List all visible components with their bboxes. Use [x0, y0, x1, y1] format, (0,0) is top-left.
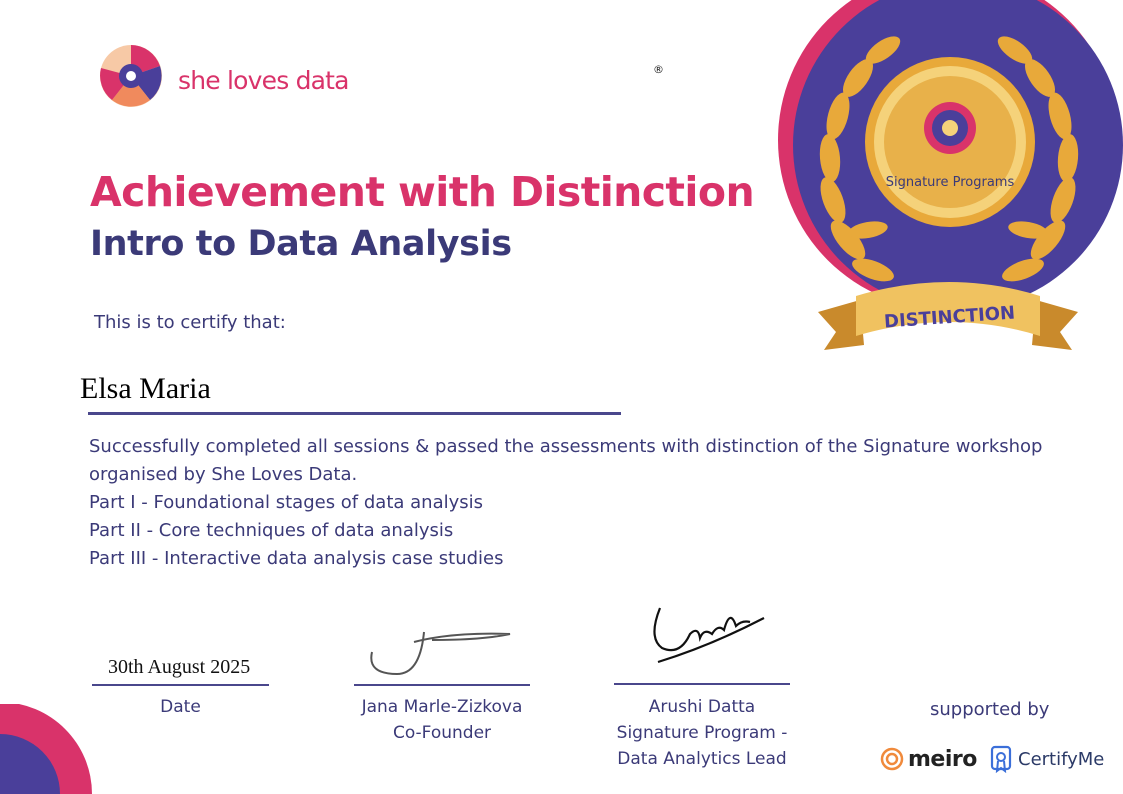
lead-line: [614, 683, 790, 685]
description-line: Part II - Core techniques of data analysis: [89, 520, 454, 541]
date-label: Date: [160, 697, 201, 717]
certifyme-name: CertifyMe: [1018, 748, 1105, 770]
lead-signature-icon: [640, 598, 770, 670]
description-line: organised by She Loves Data.: [89, 464, 358, 485]
lead-role-line2: Data Analytics Lead: [617, 749, 787, 769]
recipient-name: Elsa Maria: [80, 372, 211, 405]
cofounder-role: Co-Founder: [392, 723, 492, 743]
registered-mark: ®: [653, 63, 664, 76]
distinction-badge: [778, 0, 1123, 360]
date-line: [92, 684, 269, 686]
description-line: Part III - Interactive data analysis case studies: [89, 548, 504, 569]
date-value: 30th August 2025: [108, 656, 251, 678]
cofounder-name: Jana Marle-Zizkova: [361, 697, 523, 717]
corner-decoration-icon: [0, 704, 100, 794]
certifyme-logo: [990, 744, 1104, 774]
certify-text: This is to certify that:: [94, 312, 286, 333]
meiro-icon: [880, 747, 904, 771]
supported-by-label: supported by: [930, 699, 1050, 720]
badge-program-label: Signature Programs: [885, 175, 1015, 190]
cofounder-signature-icon: [362, 612, 522, 682]
she-loves-data-logo-icon: [98, 42, 168, 108]
lead-role-line1: Signature Program -: [616, 723, 788, 743]
seal-icon: [865, 57, 1035, 227]
recipient-underline: [88, 412, 621, 415]
description-line: Successfully completed all sessions & passed the assessments with distinction of the Signature workshop: [89, 436, 1043, 457]
certificate-subtitle: Intro to Data Analysis: [90, 224, 512, 264]
certificate-description: [89, 433, 1049, 573]
description-line: Part I - Foundational stages of data analysis: [89, 492, 484, 513]
badge-ribbon-text: DISTINCTION: [883, 302, 1016, 333]
brand-name: she loves data: [178, 66, 349, 95]
lead-name: Arushi Datta: [648, 697, 756, 717]
meiro-name: meiro: [908, 746, 977, 772]
cofounder-line: [354, 684, 530, 686]
certificate-title: Achievement with Distinction: [90, 168, 755, 216]
meiro-logo: [880, 744, 977, 774]
certifyme-icon: [990, 745, 1014, 773]
